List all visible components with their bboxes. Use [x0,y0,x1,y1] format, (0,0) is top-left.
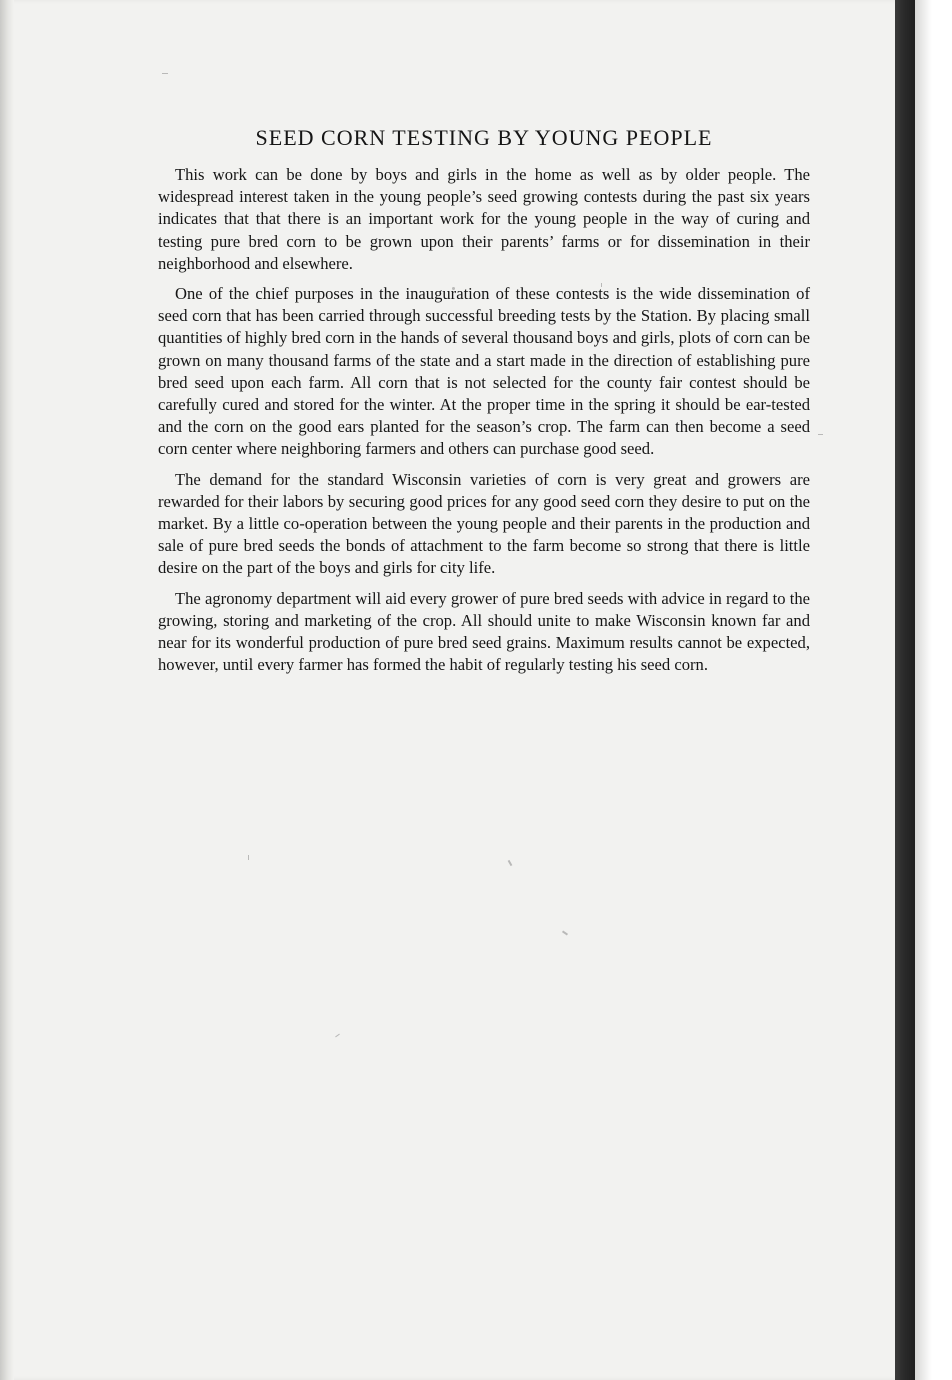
paragraph-2: One of the chief purposes in the inauguration of these contests is the wide dissemination of seed corn that has been carried through successful breeding tests by the Station. By placing small quantities of highly bred corn in the hands of several thousand boys and girls, plots of corn can be grown on many thousand farms of the state and a start made in the direction of establishing pure bred seed upon each farm. All corn that is not selected for the county fair contest should be carefully cured and stored for the winter. At the proper time in the spring it should be ear-tested and the corn on the good ears planted for the season’s crop. The farm can then become a seed corn center where neighboring farmers and others can purchase good seed. [158,284,810,459]
page-left-edge-shadow [0,0,14,1380]
paragraph-1: This work can be done by boys and girls in the home as well as by older people. The widespread interest taken in the young people’s seed growing contests during the past six years indicates that that there is an important work for the young people in the way of curing and testing pure bred corn to be grown upon their parents’ farms or for dissemination in their neighborhood and elsewhere. [158,165,810,273]
paper-speck [162,73,168,74]
paper-speck [818,434,823,435]
paragraph-3: The demand for the standard Wisconsin varieties of corn is very great and growers are rewarded for their labors by securing good prices for any good seed corn they desire to put on the market. By a little co-operation between the young people and their parents in the production and sale of pure bred seeds the bonds of attachment to the farm become so strong that there is little desire on the part of the boys and girls for city life. [158,469,810,578]
page-title: SEED CORN TESTING BY YOUNG PEOPLE [255,125,713,150]
paper-speck [248,855,249,860]
paper-speck [508,860,513,866]
paper-speck [335,1034,340,1038]
book-binding-edge [895,0,915,1380]
scan-margin [915,0,952,1380]
document-body [158,122,810,684]
paper-speck [562,930,568,935]
paragraph-4: The agronomy department will aid every grower of pure bred seeds with advice in regard to the growing, storing and marketing of the crop. All should unite to make Wisconsin known far and near for its wonderful production of pure bred seed grains. Maximum results cannot be expected, however, until every farmer has formed the habit of regularly testing his seed corn. [158,588,810,675]
